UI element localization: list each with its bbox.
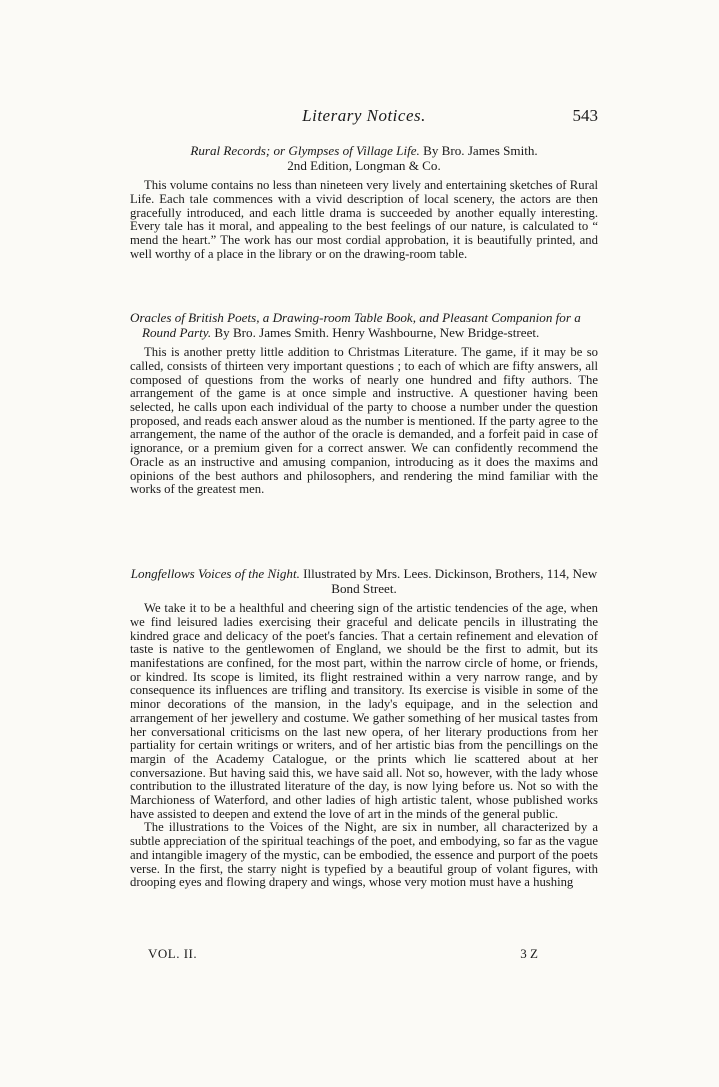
running-head (130, 106, 598, 126)
review-heading (130, 567, 598, 596)
book-byline: By Bro. James Smith. (423, 143, 538, 158)
volume-mark: VOL. II. (148, 946, 198, 961)
review-heading (130, 311, 598, 340)
review-oracles-of-british-poets (130, 311, 598, 497)
book-title: Rural Records; or Glympses of Village Life. (190, 143, 420, 158)
review-voices-of-the-night (130, 567, 598, 890)
review-paragraph: This volume contains no less than nineteen very lively and entertaining sketches of Rural Life. Each tale commences with a vivid description of local scenery, the actors are then gracefully introduced, and each little drama is succeeded by another equally interesting. Every tale has it moral, and appealing to the best feelings of our nature, is calculated to “ mend the heart.” The work has our most cordial approbation, it is beautifully printed, and well worthy of a place in the library or on the drawing-room table. (130, 178, 598, 261)
book-byline: Illustrated by Mrs. Lees. Dickinson, Brothers, 114, New Bond Street. (303, 566, 598, 596)
book-title: Longfellows Voices of the Night. (130, 566, 300, 581)
review-rural-records (130, 144, 598, 261)
signature-mark: 3 Z (520, 946, 538, 961)
publisher-line: 2nd Edition, Longman & Co. (287, 157, 441, 173)
page-number: 543 (572, 106, 598, 125)
review-paragraph: This is another pretty little addition to Christmas Literature. The game, if it may be so called, consists of thirteen very important questions ; to each of which are fifty answers, all composed of questions from the works of nearly one hundred and fifty authors. The arrangement of the game is at once simple and instructive. A questioner having been selected, he calls upon each individual of the party to choose a number under the question proposed, and reads each answer aloud as the number is mentioned. If the party agree to the arrangement, the name of the author of the oracle is demanded, and a forfeit paid in case of ignorance, or a premium given for a correct answer. We can confidently recommend the Oracle as an instructive and amusing companion, introducing as it does the maxims and opinions of the best authors and philosophers, and rendering the mind familiar with the works of the greatest men. (130, 345, 598, 497)
review-paragraph: The illustrations to the Voices of the Night, are six in number, all characterized by a subtle appreciation of the spiritual teachings of the poet, and embodying, so far as the vague and intangible imagery of the mystic, can be embodied, the essence and purport of the poets verse. In the first, the starry night is typefied by a beautiful group of volant figures, with drooping eyes and flowing drapery and wings, whose very motion must have a hushing (130, 820, 598, 890)
review-heading (130, 144, 598, 159)
book-byline: By Bro. James Smith. Henry Washbourne, New Bridge-street. (214, 324, 540, 340)
running-title: Literary Notices. (302, 106, 426, 125)
book-title: Oracles of British Poets, a Drawing-room Table Book, and Pleasant Companion for a Round Party. (130, 310, 581, 340)
page-footer (148, 946, 538, 962)
review-paragraph: We take it to be a healthful and cheering sign of the artistic tendencies of the age, when we find leisured ladies exercising their graceful and delicate pencils in illustrating the kindred grace and delicacy of the poet's fancies. That a certain refinement and elevation of taste is native to the gentlewomen of England, we should be the first to admit, but its manifestations are confined, for the most part, within the narrow circle of home, or friends, or kindred. Its scope is limited, its flight restrained within a very narrow range, and by consequence its influences are trifling and transitory. Its exercise is visible in some of the minor decorations of the mansion, in the lady's equipage, and in the selection and arrangement of her jewellery and costume. We gather something of her musical tastes from her conversational criticisms on the last new opera, of her literary productions from her partiality for certain writings or writers, and of her artistic bias from the pencillings on the margin of the Academy Catalogue, or the prints which lie scattered about at her conversazione. But having said this, we have said all. Not so, however, with the lady whose contribution to the illustrated literature of the day, is now lying before us. Not so with the Marchioness of Waterford, and other ladies of high artistic talent, whose published works have assisted to deepen and extend the love of art in the minds of the general public. (130, 601, 598, 821)
